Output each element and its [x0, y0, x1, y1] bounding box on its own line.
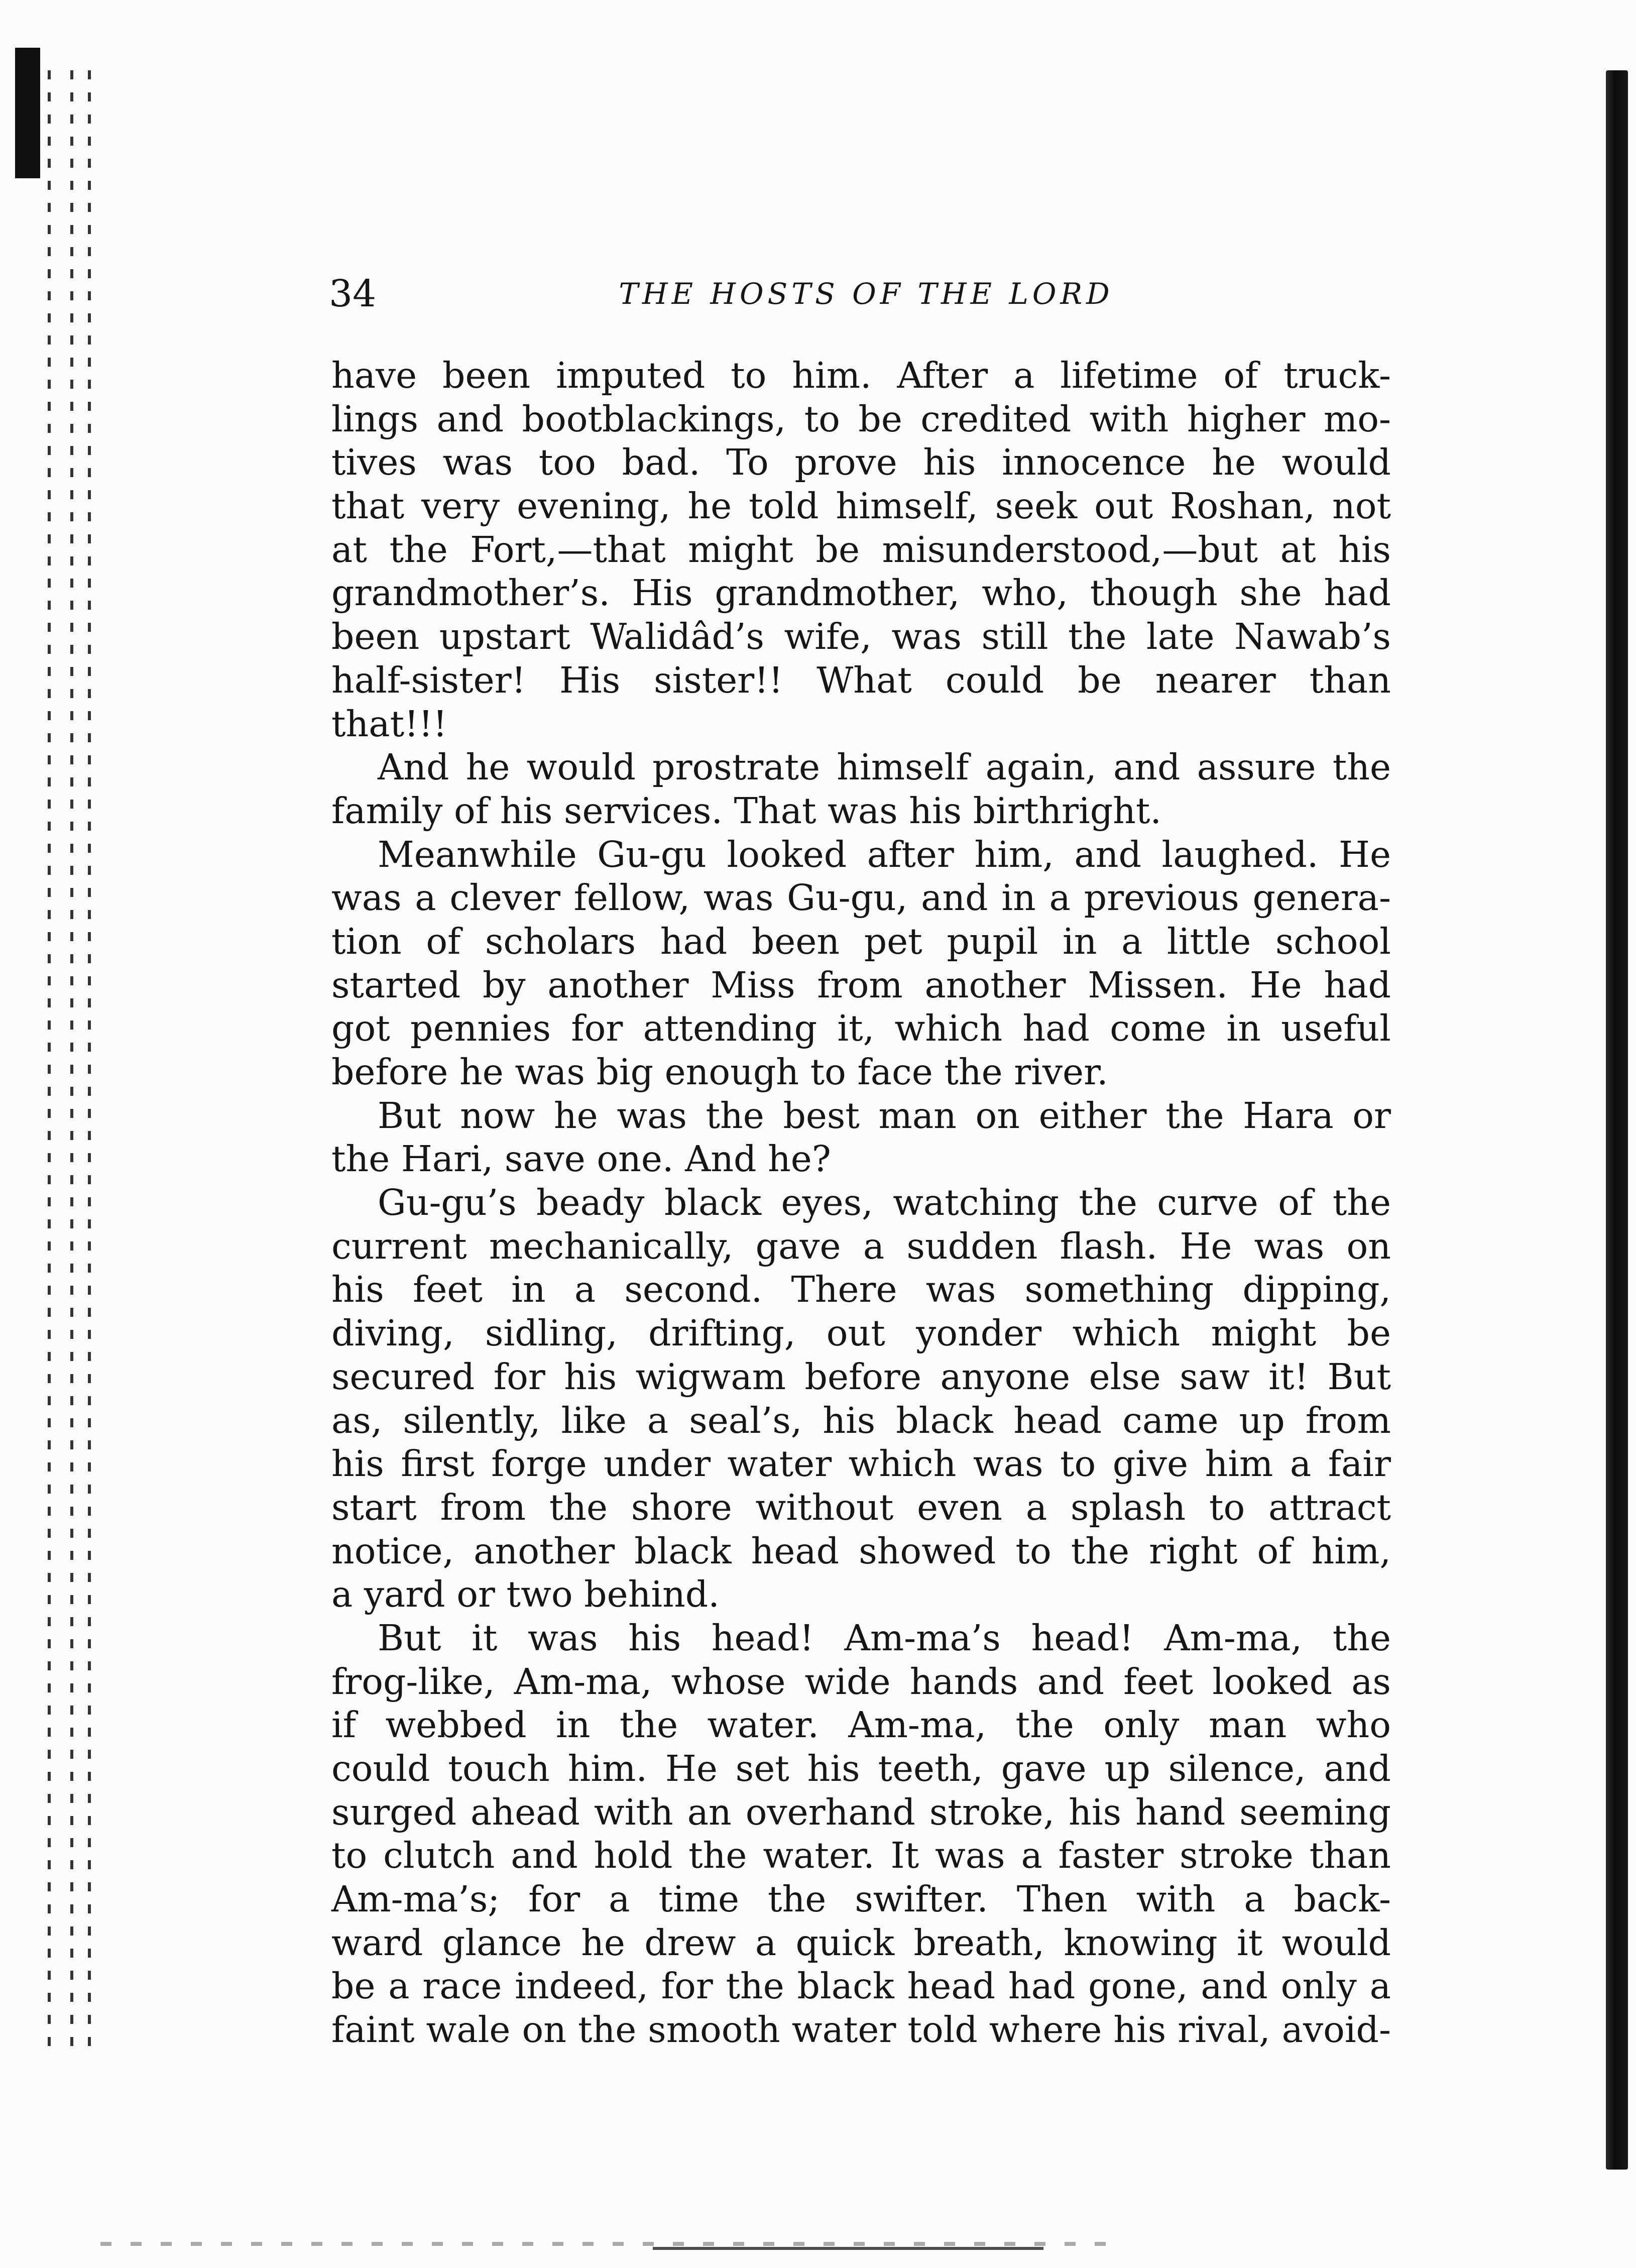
left-scan-margin — [0, 0, 115, 2268]
text-line: faint wale on the smooth water told where his rival, avoid- — [331, 2009, 1391, 2051]
page-header — [329, 266, 1404, 321]
page-number: 34 — [329, 272, 377, 315]
text-line: Meanwhile Gu-gu looked after him, and laughed. He — [378, 833, 1391, 875]
text-line: frog-like, Am-ma, whose wide hands and feet looked as — [331, 1660, 1391, 1703]
text-line: secured for his wigwam before anyone else saw it! But — [331, 1355, 1391, 1398]
body-text — [331, 354, 1391, 2052]
text-line: his first forge under water which was to give him a fair — [331, 1443, 1391, 1485]
text-line: current mechanically, gave a sudden flash. He was on — [331, 1225, 1391, 1267]
binding-rule — [88, 70, 91, 2057]
binding-shadow — [15, 48, 40, 178]
text-line: at the Fort,—that might be misunderstood,—but at his — [331, 528, 1391, 571]
scan-artifact — [653, 2247, 1043, 2250]
text-line: been upstart Walidâd’s wife, was still the late Nawab’s — [331, 616, 1391, 658]
text-line: that very evening, he told himself, seek out Roshan, not — [331, 485, 1391, 527]
text-line: half-sister! His sister!! What could be nearer than — [331, 659, 1391, 701]
text-line: before he was big enough to face the river. — [331, 1051, 1108, 1093]
text-line: lings and bootblackings, to be credited with higher mo- — [331, 398, 1391, 440]
text-line: his feet in a second. There was something dipping, — [331, 1269, 1391, 1311]
text-line: And he would prostrate himself again, and assure the — [378, 746, 1391, 788]
text-line: if webbed in the water. Am-ma, the only man who — [331, 1704, 1391, 1746]
text-line: the Hari, save one. And he? — [331, 1138, 831, 1180]
running-head: THE HOSTS OF THE LORD — [619, 277, 1114, 311]
text-line: to clutch and hold the water. It was a faster stroke than — [331, 1835, 1391, 1877]
right-scan-margin — [1561, 0, 1636, 2268]
text-line: was a clever fellow, was Gu-gu, and in a previous genera- — [331, 877, 1391, 919]
text-line: diving, sidling, drifting, out yonder which might be — [331, 1312, 1391, 1354]
text-line: got pennies for attending it, which had come in useful — [331, 1007, 1391, 1050]
text-line: tives was too bad. To prove his innocence he would — [331, 441, 1391, 484]
text-line: Gu-gu’s beady black eyes, watching the curve of the — [378, 1182, 1391, 1224]
binding-rule — [70, 70, 73, 2057]
text-line: could touch him. He set his teeth, gave up silence, and — [331, 1748, 1391, 1789]
text-line: surged ahead with an overhand stroke, his hand seeming — [331, 1791, 1391, 1833]
text-line: a yard or two behind. — [331, 1573, 720, 1616]
text-line: grandmother’s. His grandmother, who, though she had — [331, 572, 1391, 614]
text-line: But it was his head! Am-ma’s head! Am-ma, the — [378, 1617, 1391, 1659]
text-line: But now he was the best man on either the Hara or — [378, 1094, 1391, 1137]
text-line: that!!! — [331, 703, 447, 745]
text-line: family of his services. That was his birthright. — [331, 789, 1161, 832]
text-line: have been imputed to him. After a lifetime of truck- — [331, 355, 1391, 396]
text-line: tion of scholars had been pet pupil in a little school — [331, 920, 1391, 962]
page-edge-shadow — [1606, 70, 1628, 2170]
text-line: started by another Miss from another Missen. He had — [331, 964, 1391, 1006]
scan-artifact — [100, 2242, 1109, 2246]
text-line: start from the shore without even a splash to attract — [331, 1486, 1391, 1528]
text-line: as, silently, like a seal’s, his black head came up from — [331, 1399, 1391, 1441]
text-line: Am-ma’s; for a time the swifter. Then with a back- — [331, 1878, 1391, 1920]
text-line: be a race indeed, for the black head had gone, and only a — [331, 1965, 1391, 2007]
text-line: ward glance he drew a quick breath, knowing it would — [331, 1921, 1391, 1964]
text-line: notice, another black head showed to the right of him, — [331, 1530, 1391, 1572]
binding-rule — [48, 70, 51, 2057]
